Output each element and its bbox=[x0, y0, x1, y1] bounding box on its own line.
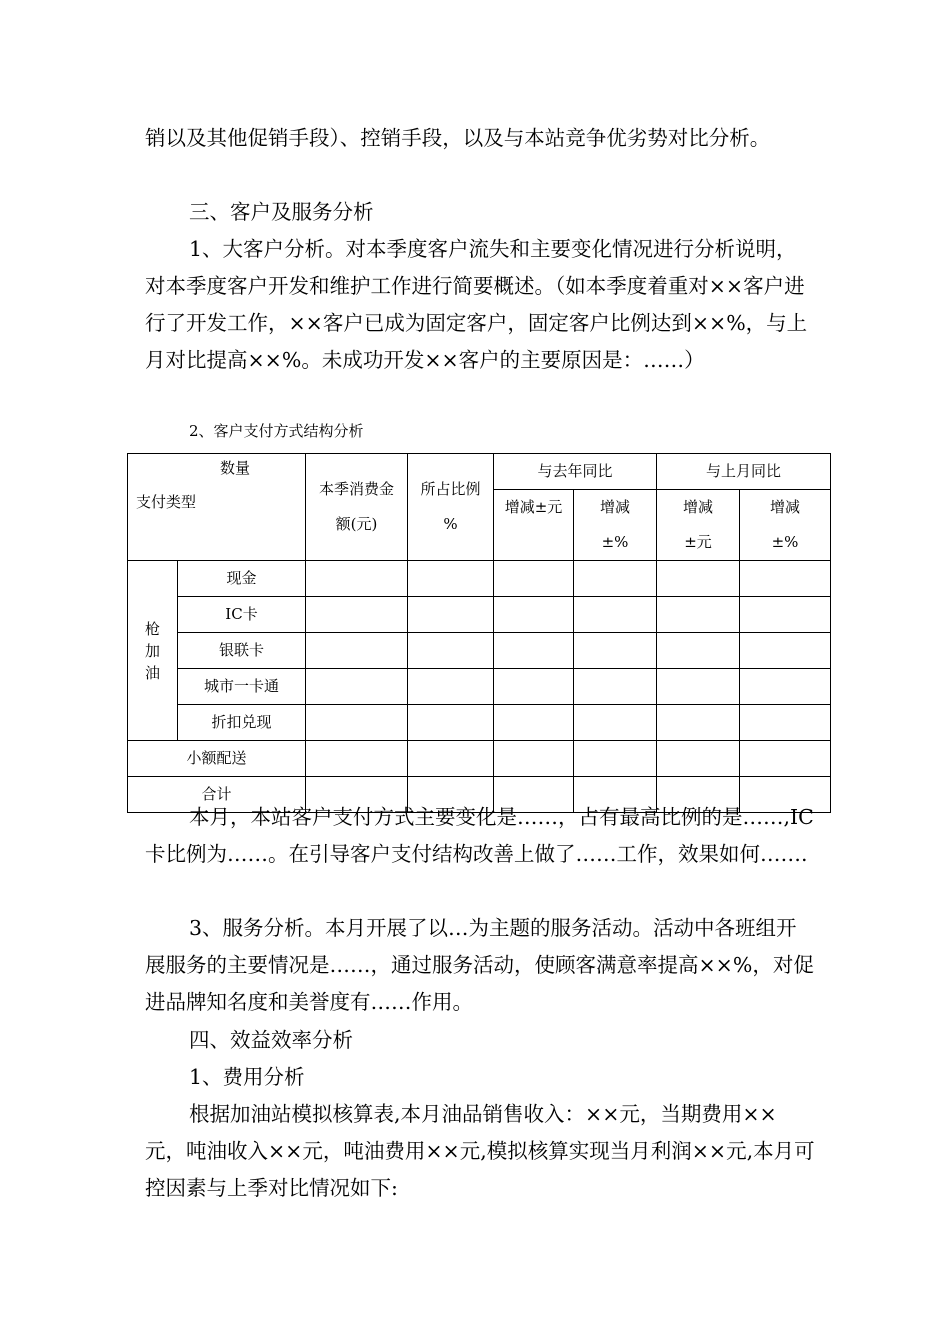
row-label-cash: 现金 bbox=[178, 561, 306, 597]
row-label-small-delivery: 小额配送 bbox=[128, 741, 306, 777]
row-label-city-card: 城市一卡通 bbox=[178, 669, 306, 705]
section-heading-efficiency: 四、效益效率分析 bbox=[189, 1028, 353, 1052]
row-label-total: 合计 bbox=[128, 777, 306, 813]
paragraph-month-summary: 本月，本站客户支付方式主要变化是……，占有最高比例的是……,IC卡比例为……。在引导客户支付结构改善上做了……工作，效果如何……. bbox=[145, 805, 814, 866]
col-header-share bbox=[408, 454, 494, 561]
table-row bbox=[128, 741, 831, 777]
group-header-mom: 与上月同比 bbox=[657, 454, 831, 490]
mom-yuan-line1: 增减 bbox=[683, 498, 714, 516]
col-header-share-line2: % bbox=[443, 515, 458, 533]
corner-quantity-label: 数量 bbox=[220, 459, 251, 477]
col-header-yoy-pct bbox=[574, 490, 657, 561]
yoy-pct-line2: ±% bbox=[601, 533, 629, 551]
corner-payment-type-label: 支付类型 bbox=[136, 493, 197, 511]
col-header-mom-yuan bbox=[657, 490, 740, 561]
col-header-amount-line1: 本季消费金 bbox=[318, 480, 394, 498]
paragraph-big-customer: 1、大客户分析。对本季度客户流失和主要变化情况进行分析说明，对本季度客户开发和维护工作进行简要概述。（如本季度着重对××客户进行了开发工作，××客户已成为固定客户，固定客户比例达到××%，与上月对比提高××%。未成功开发××客户的主要原因是：……） bbox=[145, 237, 808, 372]
group-header-yoy: 与去年同比 bbox=[494, 454, 657, 490]
row-label-discount: 折扣兑现 bbox=[178, 705, 306, 741]
table-row bbox=[128, 669, 831, 705]
table-caption: 2、客户支付方式结构分析 bbox=[189, 422, 364, 440]
paragraph-service-analysis: 3、服务分析。本月开展了以…为主题的服务活动。活动中各班组开展服务的主要情况是……，通过服务活动，使顾客满意率提高××%，对促进品牌知名度和美誉度有……作用。 bbox=[145, 916, 814, 1014]
table-row bbox=[128, 561, 831, 597]
mom-pct-line2: ±% bbox=[771, 533, 799, 551]
mom-yuan-line2: ±元 bbox=[684, 533, 712, 551]
subheading-cost-analysis: 1、费用分析 bbox=[189, 1065, 305, 1089]
col-header-share-line1: 所占比例 bbox=[420, 480, 481, 498]
col-header-amount-line2: 额(元) bbox=[335, 515, 378, 533]
section-heading-customer-service: 三、客户及服务分析 bbox=[189, 200, 374, 224]
row-label-ic-card: IC卡 bbox=[178, 597, 306, 633]
col-header-amount bbox=[306, 454, 408, 561]
col-header-yoy-yuan: 增减±元 bbox=[494, 490, 574, 561]
payment-structure-table bbox=[127, 453, 831, 813]
gun-refuel-group-label bbox=[128, 561, 178, 741]
table-row bbox=[128, 633, 831, 669]
paragraph-cost-analysis: 根据加油站模拟核算表,本月油品销售收入：××元，当期费用××元，吨油收入××元，吨油费用××元,模拟核算实现当月利润××元,本月可控因素与上季对比情况如下: bbox=[145, 1102, 815, 1200]
table-row bbox=[128, 597, 831, 633]
yoy-pct-line1: 增减 bbox=[600, 498, 631, 516]
table-row bbox=[128, 705, 831, 741]
paragraph-continuation: 销以及其他促销手段）、控销手段，以及与本站竞争优劣势对比分析。 bbox=[145, 126, 771, 150]
gun-refuel-text: 枪加油 bbox=[144, 619, 160, 682]
col-header-mom-pct bbox=[740, 490, 831, 561]
table-corner-cell bbox=[128, 454, 306, 561]
row-label-unionpay: 银联卡 bbox=[178, 633, 306, 669]
mom-pct-line1: 增减 bbox=[770, 498, 801, 516]
